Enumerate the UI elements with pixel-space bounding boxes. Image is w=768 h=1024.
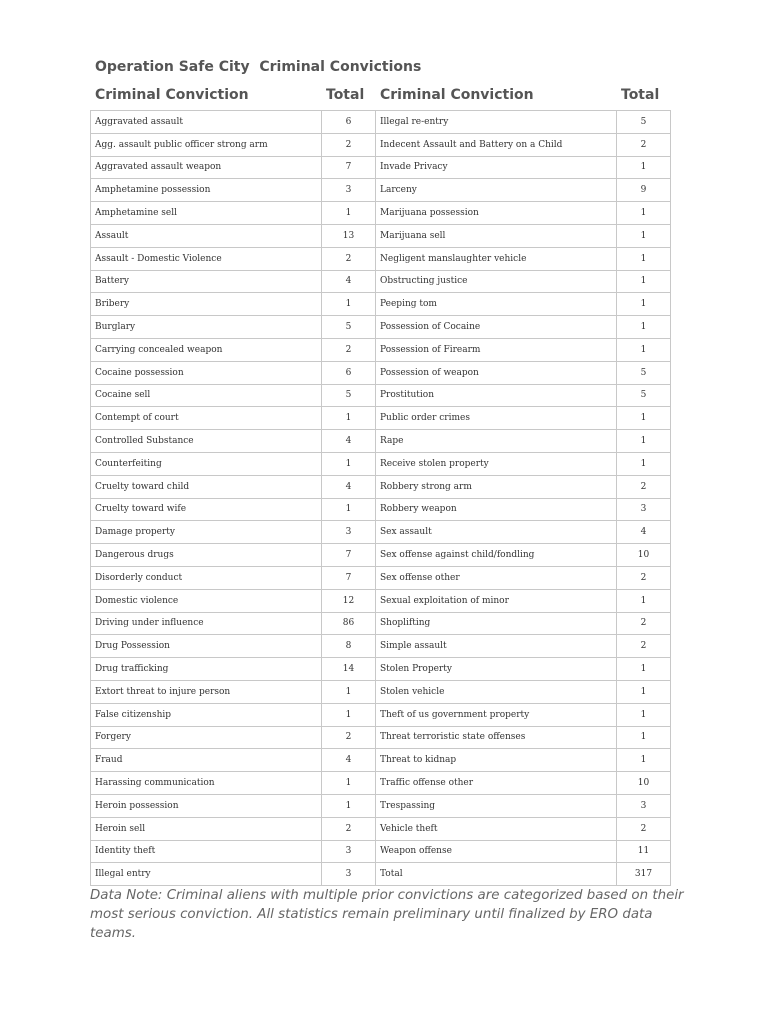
right-total-cell: 1	[617, 680, 671, 703]
right-total-cell: 1	[617, 749, 671, 772]
table-row	[91, 726, 671, 749]
right-total-cell: 5	[617, 111, 671, 134]
data-note: Data Note: Criminal aliens with multiple prior convictions are categorized based on their most serious conviction. All statistics remain preliminary until finalized by ERO data teams.	[90, 888, 684, 941]
left-total-cell: 3	[322, 179, 376, 202]
right-conviction-cell: Simple assault	[376, 635, 617, 658]
left-conviction-cell: Contempt of court	[91, 407, 322, 430]
right-conviction-cell: Obstructing justice	[376, 270, 617, 293]
right-total-cell: 1	[617, 407, 671, 430]
right-conviction-cell: Sex offense other	[376, 566, 617, 589]
right-total-cell: 1	[617, 726, 671, 749]
right-conviction-cell: Stolen vehicle	[376, 680, 617, 703]
table-row	[91, 749, 671, 772]
right-conviction-cell: Theft of us government property	[376, 703, 617, 726]
right-total-cell: 2	[617, 612, 671, 635]
right-conviction-cell: Possession of Cocaine	[376, 316, 617, 339]
right-total-cell: 2	[617, 133, 671, 156]
left-conviction-cell: Cocaine sell	[91, 384, 322, 407]
left-total-cell: 4	[322, 475, 376, 498]
convictions-table-body	[91, 111, 671, 886]
right-total-cell: 3	[617, 498, 671, 521]
left-total-cell: 2	[322, 338, 376, 361]
right-conviction-cell: Prostitution	[376, 384, 617, 407]
right-conviction-cell: Illegal re-entry	[376, 111, 617, 134]
right-total-cell: 10	[617, 544, 671, 567]
right-total-cell: 1	[617, 703, 671, 726]
left-conviction-cell: Amphetamine possession	[91, 179, 322, 202]
left-total-cell: 1	[322, 452, 376, 475]
right-conviction-cell: Weapon offense	[376, 840, 617, 863]
right-total-cell: 1	[617, 316, 671, 339]
right-conviction-cell: Total	[376, 863, 617, 886]
right-conviction-cell: Rape	[376, 430, 617, 453]
column-header-right-total: Total	[621, 87, 660, 103]
right-total-cell: 5	[617, 384, 671, 407]
left-conviction-cell: Amphetamine sell	[91, 202, 322, 225]
right-total-cell: 1	[617, 293, 671, 316]
right-conviction-cell: Vehicle theft	[376, 817, 617, 840]
table-row	[91, 817, 671, 840]
left-conviction-cell: Cruelty toward wife	[91, 498, 322, 521]
table-row	[91, 452, 671, 475]
left-total-cell: 2	[322, 133, 376, 156]
left-total-cell: 7	[322, 544, 376, 567]
left-total-cell: 1	[322, 794, 376, 817]
right-conviction-cell: Sexual exploitation of minor	[376, 589, 617, 612]
table-row	[91, 133, 671, 156]
right-total-cell: 1	[617, 224, 671, 247]
right-conviction-cell: Negligent manslaughter vehicle	[376, 247, 617, 270]
left-total-cell: 5	[322, 384, 376, 407]
left-conviction-cell: Carrying concealed weapon	[91, 338, 322, 361]
right-total-cell: 5	[617, 361, 671, 384]
right-total-cell: 3	[617, 794, 671, 817]
left-total-cell: 12	[322, 589, 376, 612]
table-row	[91, 772, 671, 795]
page-title: Operation Safe City Criminal Convictions	[95, 59, 422, 75]
table-row	[91, 179, 671, 202]
right-total-cell: 1	[617, 589, 671, 612]
left-conviction-cell: Damage property	[91, 521, 322, 544]
left-conviction-cell: Driving under influence	[91, 612, 322, 635]
left-conviction-cell: Cocaine possession	[91, 361, 322, 384]
right-conviction-cell: Marijuana possession	[376, 202, 617, 225]
right-total-cell: 1	[617, 247, 671, 270]
left-conviction-cell: False citizenship	[91, 703, 322, 726]
left-total-cell: 2	[322, 817, 376, 840]
right-total-cell: 1	[617, 270, 671, 293]
left-conviction-cell: Controlled Substance	[91, 430, 322, 453]
left-total-cell: 86	[322, 612, 376, 635]
right-total-cell: 10	[617, 772, 671, 795]
right-total-cell: 11	[617, 840, 671, 863]
left-total-cell: 1	[322, 202, 376, 225]
left-total-cell: 4	[322, 270, 376, 293]
right-conviction-cell: Possession of Firearm	[376, 338, 617, 361]
table-row	[91, 247, 671, 270]
left-total-cell: 2	[322, 247, 376, 270]
right-conviction-cell: Trespassing	[376, 794, 617, 817]
left-total-cell: 3	[322, 521, 376, 544]
left-total-cell: 6	[322, 111, 376, 134]
left-total-cell: 1	[322, 703, 376, 726]
left-conviction-cell: Assault - Domestic Violence	[91, 247, 322, 270]
left-conviction-cell: Heroin sell	[91, 817, 322, 840]
table-row	[91, 156, 671, 179]
left-total-cell: 1	[322, 407, 376, 430]
right-total-cell: 2	[617, 566, 671, 589]
left-total-cell: 4	[322, 430, 376, 453]
table-row	[91, 270, 671, 293]
left-total-cell: 3	[322, 840, 376, 863]
left-conviction-cell: Identity theft	[91, 840, 322, 863]
right-total-cell: 1	[617, 452, 671, 475]
right-conviction-cell: Threat terroristic state offenses	[376, 726, 617, 749]
table-row	[91, 589, 671, 612]
table-row	[91, 680, 671, 703]
table-row	[91, 544, 671, 567]
right-total-cell: 1	[617, 430, 671, 453]
right-conviction-cell: Possession of weapon	[376, 361, 617, 384]
left-conviction-cell: Battery	[91, 270, 322, 293]
left-total-cell: 7	[322, 156, 376, 179]
left-conviction-cell: Aggravated assault	[91, 111, 322, 134]
left-conviction-cell: Domestic violence	[91, 589, 322, 612]
table-row	[91, 316, 671, 339]
table-row	[91, 361, 671, 384]
left-total-cell: 14	[322, 658, 376, 681]
right-conviction-cell: Marijuana sell	[376, 224, 617, 247]
left-conviction-cell: Extort threat to injure person	[91, 680, 322, 703]
right-conviction-cell: Sex assault	[376, 521, 617, 544]
right-conviction-cell: Peeping tom	[376, 293, 617, 316]
right-conviction-cell: Robbery weapon	[376, 498, 617, 521]
table-row	[91, 384, 671, 407]
right-conviction-cell: Invade Privacy	[376, 156, 617, 179]
table-row	[91, 521, 671, 544]
table-row	[91, 566, 671, 589]
right-total-cell: 1	[617, 658, 671, 681]
right-conviction-cell: Shoplifting	[376, 612, 617, 635]
column-header-right-conviction: Criminal Conviction	[380, 87, 534, 103]
left-total-cell: 1	[322, 293, 376, 316]
right-conviction-cell: Traffic offense other	[376, 772, 617, 795]
right-total-cell: 2	[617, 817, 671, 840]
left-total-cell: 1	[322, 772, 376, 795]
left-conviction-cell: Fraud	[91, 749, 322, 772]
left-total-cell: 8	[322, 635, 376, 658]
right-conviction-cell: Public order crimes	[376, 407, 617, 430]
right-conviction-cell: Threat to kidnap	[376, 749, 617, 772]
table-row	[91, 111, 671, 134]
left-conviction-cell: Bribery	[91, 293, 322, 316]
left-total-cell: 1	[322, 680, 376, 703]
right-total-cell: 1	[617, 338, 671, 361]
table-row	[91, 475, 671, 498]
table-row	[91, 407, 671, 430]
column-header-left-conviction: Criminal Conviction	[95, 87, 249, 103]
left-conviction-cell: Heroin possession	[91, 794, 322, 817]
left-conviction-cell: Drug Possession	[91, 635, 322, 658]
table-row	[91, 498, 671, 521]
right-conviction-cell: Receive stolen property	[376, 452, 617, 475]
left-total-cell: 2	[322, 726, 376, 749]
table-row	[91, 430, 671, 453]
left-total-cell: 3	[322, 863, 376, 886]
right-total-cell: 1	[617, 156, 671, 179]
left-conviction-cell: Drug trafficking	[91, 658, 322, 681]
right-total-cell: 4	[617, 521, 671, 544]
left-conviction-cell: Counterfeiting	[91, 452, 322, 475]
right-conviction-cell: Stolen Property	[376, 658, 617, 681]
left-conviction-cell: Assault	[91, 224, 322, 247]
column-header-left-total: Total	[326, 87, 365, 103]
table-row	[91, 224, 671, 247]
left-total-cell: 13	[322, 224, 376, 247]
left-conviction-cell: Aggravated assault weapon	[91, 156, 322, 179]
left-total-cell: 7	[322, 566, 376, 589]
right-conviction-cell: Indecent Assault and Battery on a Child	[376, 133, 617, 156]
table-row	[91, 338, 671, 361]
left-total-cell: 6	[322, 361, 376, 384]
table-row	[91, 202, 671, 225]
table-row	[91, 863, 671, 886]
right-total-cell: 2	[617, 475, 671, 498]
left-conviction-cell: Agg. assault public officer strong arm	[91, 133, 322, 156]
table-row	[91, 794, 671, 817]
left-total-cell: 1	[322, 498, 376, 521]
left-conviction-cell: Burglary	[91, 316, 322, 339]
left-total-cell: 5	[322, 316, 376, 339]
convictions-table	[90, 110, 671, 886]
table-row	[91, 612, 671, 635]
right-total-cell: 9	[617, 179, 671, 202]
left-conviction-cell: Illegal entry	[91, 863, 322, 886]
left-total-cell: 4	[322, 749, 376, 772]
table-row	[91, 840, 671, 863]
table-row	[91, 658, 671, 681]
right-conviction-cell: Larceny	[376, 179, 617, 202]
left-conviction-cell: Disorderly conduct	[91, 566, 322, 589]
right-total-cell: 2	[617, 635, 671, 658]
right-conviction-cell: Sex offense against child/fondling	[376, 544, 617, 567]
right-total-cell: 317	[617, 863, 671, 886]
left-conviction-cell: Dangerous drugs	[91, 544, 322, 567]
right-total-cell: 1	[617, 202, 671, 225]
right-conviction-cell: Robbery strong arm	[376, 475, 617, 498]
left-conviction-cell: Harassing communication	[91, 772, 322, 795]
left-conviction-cell: Cruelty toward child	[91, 475, 322, 498]
table-row	[91, 635, 671, 658]
table-row	[91, 703, 671, 726]
left-conviction-cell: Forgery	[91, 726, 322, 749]
table-row	[91, 293, 671, 316]
